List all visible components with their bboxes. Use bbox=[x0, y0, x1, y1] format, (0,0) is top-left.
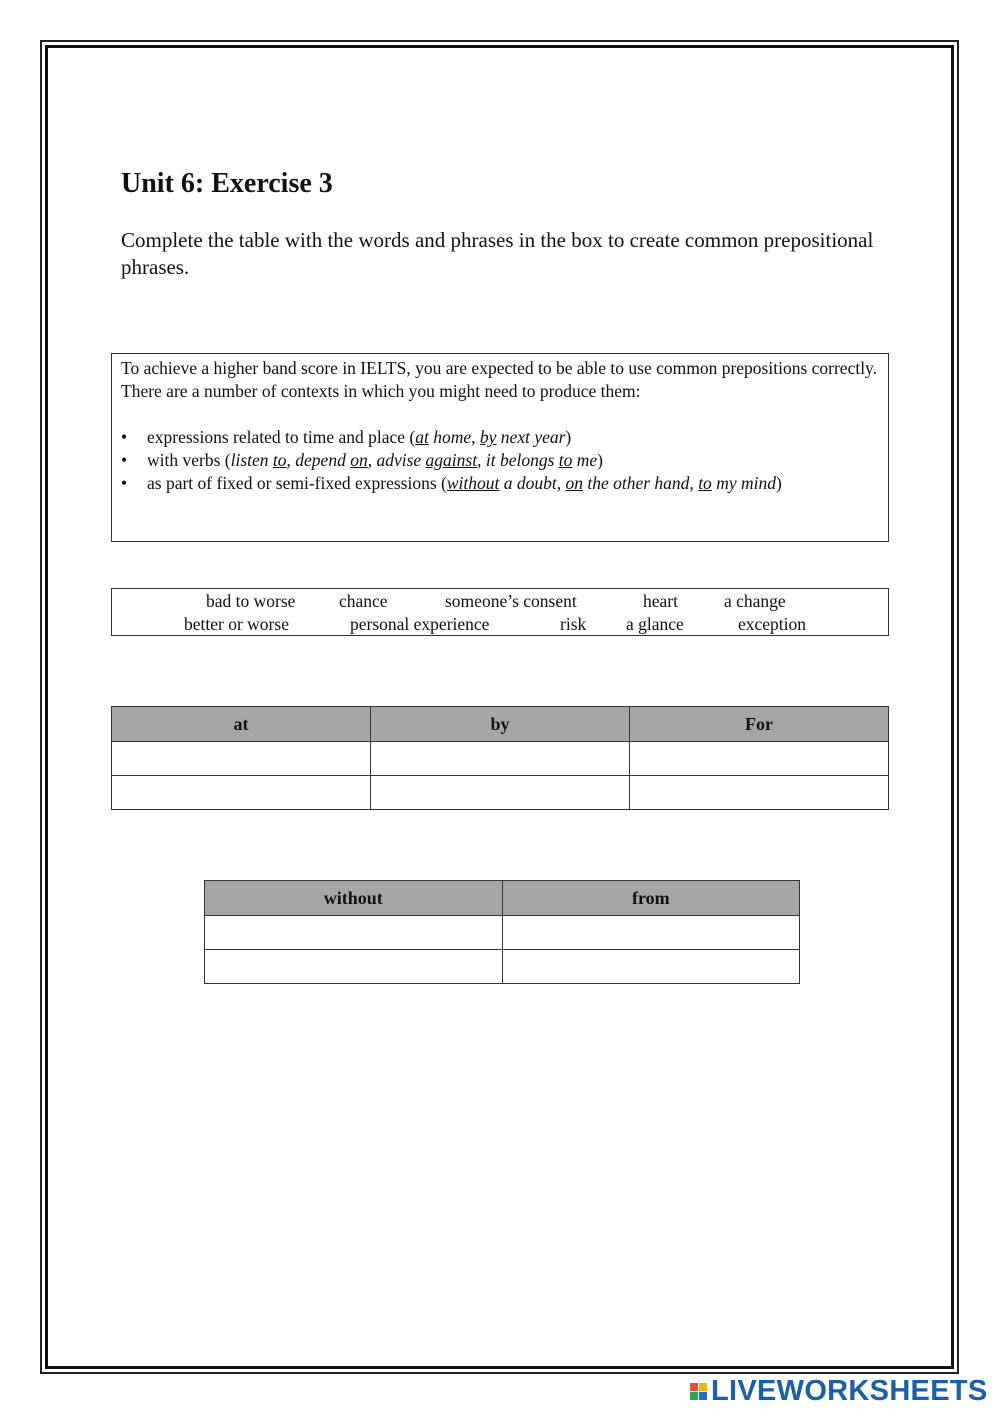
info-box bbox=[111, 353, 889, 542]
word-bank-item: a glance bbox=[626, 614, 684, 634]
answer-cell[interactable] bbox=[370, 776, 629, 810]
answer-cell[interactable] bbox=[205, 916, 503, 950]
word-bank-item: exception bbox=[738, 614, 807, 634]
logo-square bbox=[690, 1383, 698, 1391]
brand-name: LIVEWORKSHEETS bbox=[711, 1374, 988, 1407]
word-bank-item: heart bbox=[643, 591, 678, 611]
info-bullet-item: • as part of fixed or semi-fixed expressions (without a doubt, on the other hand, to my mind) bbox=[121, 473, 782, 493]
column-header-without: without bbox=[205, 881, 503, 916]
answer-table-at-by-for bbox=[111, 706, 889, 810]
bullet-mark: • bbox=[121, 450, 128, 470]
table-row bbox=[205, 916, 800, 950]
answer-cell[interactable] bbox=[205, 950, 503, 984]
column-header-at: at bbox=[112, 707, 371, 742]
page-title: Unit 6: Exercise 3 bbox=[121, 168, 333, 199]
answer-cell[interactable] bbox=[502, 916, 799, 950]
info-intro: To achieve a higher band score in IELTS, you are expected to be able to use common prepositions correctly. There are a number of contexts in which you might need to produce them: bbox=[121, 358, 878, 401]
column-header-by: by bbox=[370, 707, 629, 742]
table-header-row bbox=[205, 881, 800, 916]
word-bank-item: chance bbox=[339, 591, 388, 611]
logo-square bbox=[699, 1392, 707, 1400]
bullet-mark: • bbox=[121, 427, 128, 447]
word-bank-item: better or worse bbox=[184, 614, 289, 634]
table-row bbox=[205, 950, 800, 984]
table-header-row bbox=[112, 707, 889, 742]
answer-cell[interactable] bbox=[112, 776, 371, 810]
logo-square bbox=[699, 1383, 707, 1391]
column-header-from: from bbox=[502, 881, 799, 916]
answer-cell[interactable] bbox=[629, 742, 888, 776]
info-bullet-list bbox=[121, 426, 879, 495]
answer-cell[interactable] bbox=[629, 776, 888, 810]
info-bullet-item: • with verbs (listen to, depend on, advise against, it belongs to me) bbox=[121, 450, 603, 470]
word-bank bbox=[111, 588, 889, 636]
word-bank-item: bad to worse bbox=[206, 591, 296, 611]
word-bank-item: a change bbox=[724, 591, 786, 611]
answer-cell[interactable] bbox=[112, 742, 371, 776]
word-bank-item: risk bbox=[560, 614, 587, 634]
liveworksheets-logo-icon bbox=[690, 1383, 707, 1400]
word-bank-item: personal experience bbox=[350, 614, 490, 634]
table-row bbox=[112, 742, 889, 776]
answer-cell[interactable] bbox=[370, 742, 629, 776]
bullet-mark: • bbox=[121, 473, 128, 493]
liveworksheets-logo bbox=[690, 1374, 988, 1408]
column-header-for: For bbox=[629, 707, 888, 742]
info-bullet-item: • expressions related to time and place (at home, by next year) bbox=[121, 427, 572, 447]
instruction-text: Complete the table with the words and phrases in the box to create common prepositional phrases. bbox=[121, 228, 874, 279]
table-row bbox=[112, 776, 889, 810]
answer-table-without-from bbox=[204, 880, 800, 984]
word-bank-item: someone’s consent bbox=[445, 591, 577, 611]
logo-square bbox=[690, 1392, 698, 1400]
answer-cell[interactable] bbox=[502, 950, 799, 984]
